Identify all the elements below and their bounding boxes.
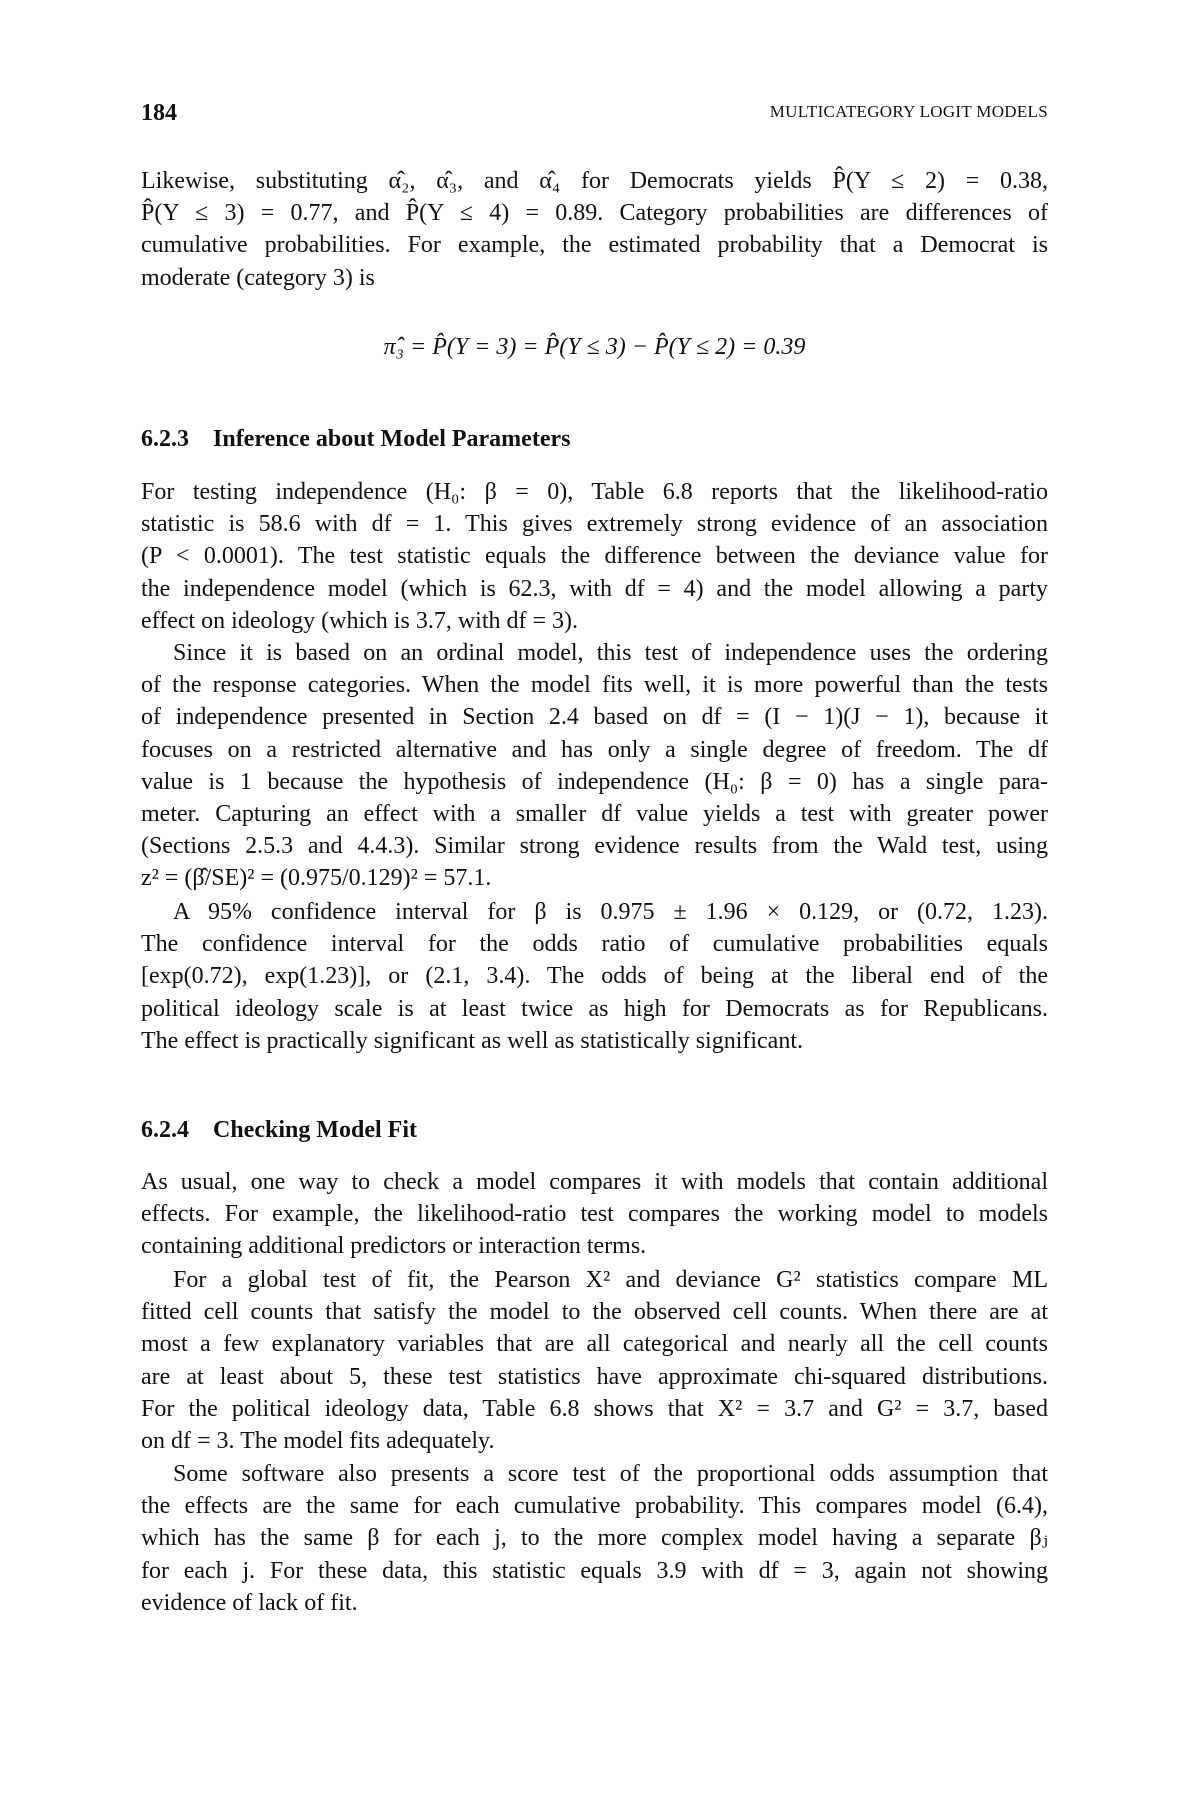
text-line: evidence of lack of fit. — [141, 1589, 358, 1616]
equation-text: π̂₃ = P̂(Y = 3) = P̂(Y ≤ 3) − P̂(Y ≤ 2) = 0.39 — [383, 334, 806, 360]
section-title: Inference about Model Parameters — [213, 426, 571, 452]
section-number: 6.2.3 — [141, 426, 189, 452]
text-line: Likewise, substituting α̂₂, α̂₃, and α̂₄ for Democrats yields P̂(Y ≤ 2) = 0.38, — [141, 168, 1048, 194]
text-line: The effect is practically significant as well as statistically significant. — [141, 1027, 804, 1054]
text-line: meter. Capturing an effect with a smaller df value yields a test with greater power — [141, 800, 1048, 827]
paragraph — [141, 1264, 1048, 1457]
text-line: for each j. For these data, this statistic equals 3.9 with df = 3, again not showing — [141, 1557, 1048, 1584]
text-line: are at least about 5, these test statistics have approximate chi-squared distributions. — [141, 1363, 1048, 1390]
text-line: z² = (β̂/SE)² = (0.975/0.129)² = 57.1. — [141, 865, 492, 892]
text-line: As usual, one way to check a model compares it with models that contain additional — [141, 1169, 1048, 1195]
running-title: MULTICATEGORY LOGIT MODELS — [769, 102, 1048, 121]
text-line: value is 1 because the hypothesis of independence (H₀: β = 0) has a single para- — [141, 768, 1048, 795]
section-title: Checking Model Fit — [213, 1117, 417, 1143]
running-header — [141, 100, 1048, 130]
text-line: the independence model (which is 62.3, with df = 4) and the model allowing a party — [141, 575, 1048, 602]
paragraph — [141, 1166, 1048, 1263]
text-line: effects. For example, the likelihood-ratio test compares the working model to models — [141, 1201, 1048, 1228]
text-line: fitted cell counts that satisfy the model to the observed cell counts. When there are at — [141, 1299, 1048, 1326]
text-line: on df = 3. The model fits adequately. — [141, 1427, 495, 1454]
text-line: (P < 0.0001). The test statistic equals the difference between the deviance value for — [141, 543, 1048, 570]
paragraph — [141, 165, 1048, 294]
text-line: most a few explanatory variables that are all categorical and nearly all the cell counts — [141, 1331, 1048, 1358]
text-line: The confidence interval for the odds ratio of cumulative probabilities equals — [141, 931, 1048, 958]
text-line: Some software also presents a score test of the proportional odds assumption that — [173, 1461, 1048, 1487]
text-line: the effects are the same for each cumulative probability. This compares model (6.4), — [141, 1493, 1048, 1520]
text-line: containing additional predictors or interaction terms. — [141, 1233, 647, 1260]
text-line: P̂(Y ≤ 3) = 0.77, and P̂(Y ≤ 4) = 0.89. Category probabilities are differences of — [141, 200, 1048, 227]
paragraph — [141, 896, 1048, 1057]
section-heading — [141, 426, 1048, 453]
paragraph — [141, 637, 1048, 895]
text-line: effect on ideology (which is 3.7, with df = 3). — [141, 607, 579, 634]
text-line: of the response categories. When the model fits well, it is more powerful than the tests — [141, 672, 1048, 699]
text-line: moderate (category 3) is — [141, 264, 375, 291]
text-line: political ideology scale is at least twice as high for Democrats as for Republicans. — [141, 995, 1048, 1022]
text-line: A 95% confidence interval for β is 0.975 ± 1.96 × 0.129, or (0.72, 1.23). — [173, 899, 1048, 925]
paragraph — [141, 1458, 1048, 1619]
text-line: cumulative probabilities. For example, the estimated probability that a Democrat is — [141, 232, 1048, 259]
text-line: which has the same β for each j, to the more complex model having a separate βⱼ — [141, 1525, 1048, 1552]
display-equation — [141, 334, 1048, 361]
text-line: [exp(0.72), exp(1.23)], or (2.1, 3.4). The odds of being at the liberal end of the — [141, 963, 1048, 990]
text-line: focuses on a restricted alternative and has only a single degree of freedom. The df — [141, 736, 1048, 763]
text-line: For a global test of fit, the Pearson X² and deviance G² statistics compare ML — [173, 1267, 1048, 1293]
text-line: of independence presented in Section 2.4 based on df = (I − 1)(J − 1), because it — [141, 704, 1048, 731]
text-line: statistic is 58.6 with df = 1. This gives extremely strong evidence of an association — [141, 511, 1048, 538]
text-line: For the political ideology data, Table 6.8 shows that X² = 3.7 and G² = 3.7, based — [141, 1395, 1048, 1422]
text-line: (Sections 2.5.3 and 4.4.3). Similar strong evidence results from the Wald test, using — [141, 833, 1048, 860]
section-number: 6.2.4 — [141, 1117, 189, 1143]
page-number: 184 — [141, 100, 177, 126]
section-heading — [141, 1117, 1048, 1144]
paragraph — [141, 476, 1048, 637]
text-line: For testing independence (H₀: β = 0), Table 6.8 reports that the likelihood-ratio — [141, 479, 1048, 505]
text-line: Since it is based on an ordinal model, this test of independence uses the ordering — [173, 640, 1048, 666]
